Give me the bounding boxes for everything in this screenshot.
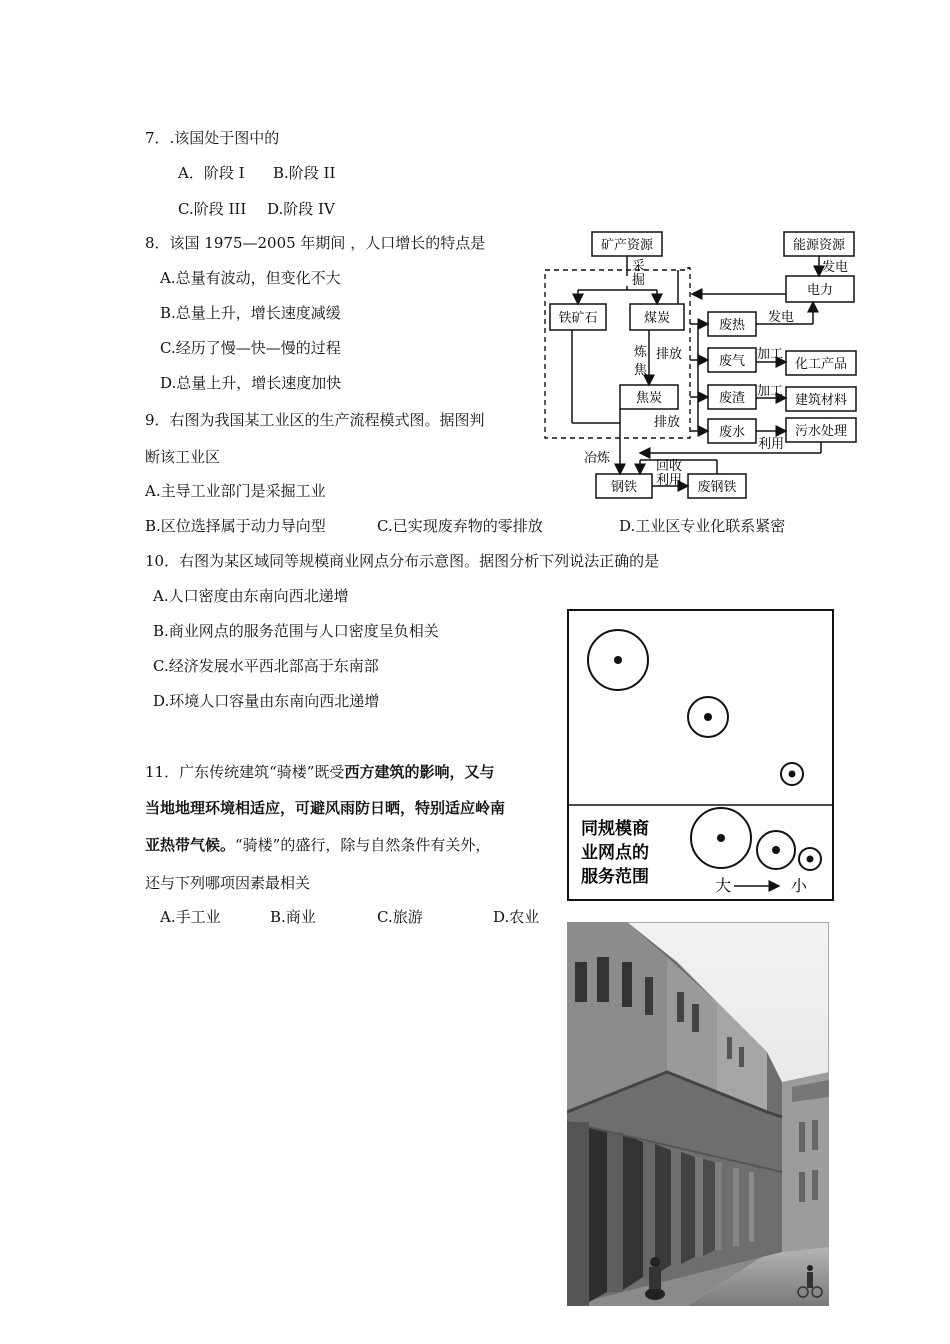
label-energy: 能源资源 xyxy=(792,238,846,253)
q11-line2: 当地地理环境相适应，可避风雨防日晒，特别适应岭南 xyxy=(145,799,506,817)
label-waste-heat: 废热 xyxy=(718,318,746,333)
q10-option-d: D.环境人口容量由东南向西北递增 xyxy=(153,692,380,710)
q7-option-d: D.阶段 IV xyxy=(267,200,335,218)
label-recycle-1: 回收 xyxy=(656,459,683,474)
label-power: 电力 xyxy=(806,283,834,298)
qilou-street-photo xyxy=(567,922,829,1306)
q10-stem: 10．右图为某区域同等规模商业网点分布示意图。据图分析下列说法正确的是 xyxy=(145,552,660,570)
label-chem: 化工产品 xyxy=(794,357,848,372)
label-sewage: 污水处理 xyxy=(794,424,848,439)
label-coke: 焦炭 xyxy=(635,391,663,406)
label-scrap: 废钢铁 xyxy=(697,480,737,495)
industrial-flow-diagram xyxy=(540,228,870,506)
q7-option-a: A．阶段 I xyxy=(178,164,245,182)
label-coking-2: 焦 xyxy=(634,363,648,378)
label-emit-1: 排放 xyxy=(656,347,683,362)
network-point xyxy=(789,771,796,778)
label-emit-2: 排放 xyxy=(654,415,681,430)
label-coking-1: 炼 xyxy=(634,345,648,360)
label-waste-gas: 废气 xyxy=(718,354,746,369)
label-smelt: 冶炼 xyxy=(584,451,611,466)
label-recycle-2: 利用 xyxy=(656,473,683,488)
q11-line3: 亚热带气候。“骑楼”的盛行，除与自然条件有关外， xyxy=(145,836,491,854)
label-process-2: 加工 xyxy=(757,384,784,399)
q10-option-a: A.人口密度由东南向西北递增 xyxy=(153,587,349,605)
q8-option-b: B.总量上升，增长速度减缓 xyxy=(160,304,341,322)
label-gen-top: 发电 xyxy=(822,260,849,275)
legend-text-3: 服务范围 xyxy=(581,867,649,887)
q9-option-b: B.区位选择属于动力导向型 xyxy=(145,517,326,535)
q8-option-a: A.总量有波动，但变化不大 xyxy=(160,269,341,287)
q9-stem-line1: 9．右图为我国某工业区的生产流程模式图。据图判 xyxy=(145,411,485,429)
label-slag: 废渣 xyxy=(718,391,746,406)
q7-option-b: B.阶段 II xyxy=(273,164,336,182)
label-mineral: 矿产资源 xyxy=(600,238,654,253)
legend-big: 大 xyxy=(715,876,732,895)
q10-option-b: B.商业网点的服务范围与人口密度呈负相关 xyxy=(153,622,439,640)
label-iron-ore: 铁矿石 xyxy=(558,311,598,326)
network-point xyxy=(704,713,712,721)
label-reuse: 利用 xyxy=(758,437,785,452)
label-mining-2: 掘 xyxy=(632,273,646,288)
q8-option-c: C.经历了慢—快—慢的过程 xyxy=(160,339,341,357)
label-mining-1: 采 xyxy=(632,259,646,274)
q9-option-d: D.工业区专业化联系紧密 xyxy=(619,517,786,535)
q11-line1: 11．广东传统建筑“骑楼”既受西方建筑的影响，又与 xyxy=(145,763,495,781)
legend-text-2: 业网点的 xyxy=(581,843,649,863)
q9-option-c: C.已实现废弃物的零排放 xyxy=(377,517,543,535)
q10-option-c: C.经济发展水平西北部高于东南部 xyxy=(153,657,379,675)
q8-option-d: D.总量上升，增长速度加快 xyxy=(160,374,342,392)
q11-option-c: C.旅游 xyxy=(377,908,423,926)
q11-option-a: A.手工业 xyxy=(160,908,221,926)
q8-stem: 8．该国 1975—2005 年期间 ，人口增长的特点是 xyxy=(145,234,486,252)
label-steel: 钢铁 xyxy=(610,480,638,495)
q11-line4: 还与下列哪项因素最相关 xyxy=(145,874,311,892)
label-coal: 煤炭 xyxy=(643,311,671,326)
network-point xyxy=(614,656,622,664)
q7-option-c: C.阶段 III xyxy=(178,200,247,218)
legend-small: 小 xyxy=(791,876,808,895)
q11-option-b: B.商业 xyxy=(270,908,316,926)
q9-option-a: A.主导工业部门是采掘工业 xyxy=(145,482,326,500)
label-gen: 发电 xyxy=(768,310,795,325)
q7-stem: 7．.该国处于图中的 xyxy=(145,129,280,147)
label-process-1: 加工 xyxy=(757,347,784,362)
label-build: 建筑材料 xyxy=(794,393,848,408)
q9-stem-line2: 断该工业区 xyxy=(145,448,221,466)
q11-option-d: D.农业 xyxy=(493,908,540,926)
label-waste-water: 废水 xyxy=(718,425,746,440)
legend-text-1: 同规模商 xyxy=(581,819,649,839)
commercial-points-map xyxy=(567,609,835,902)
